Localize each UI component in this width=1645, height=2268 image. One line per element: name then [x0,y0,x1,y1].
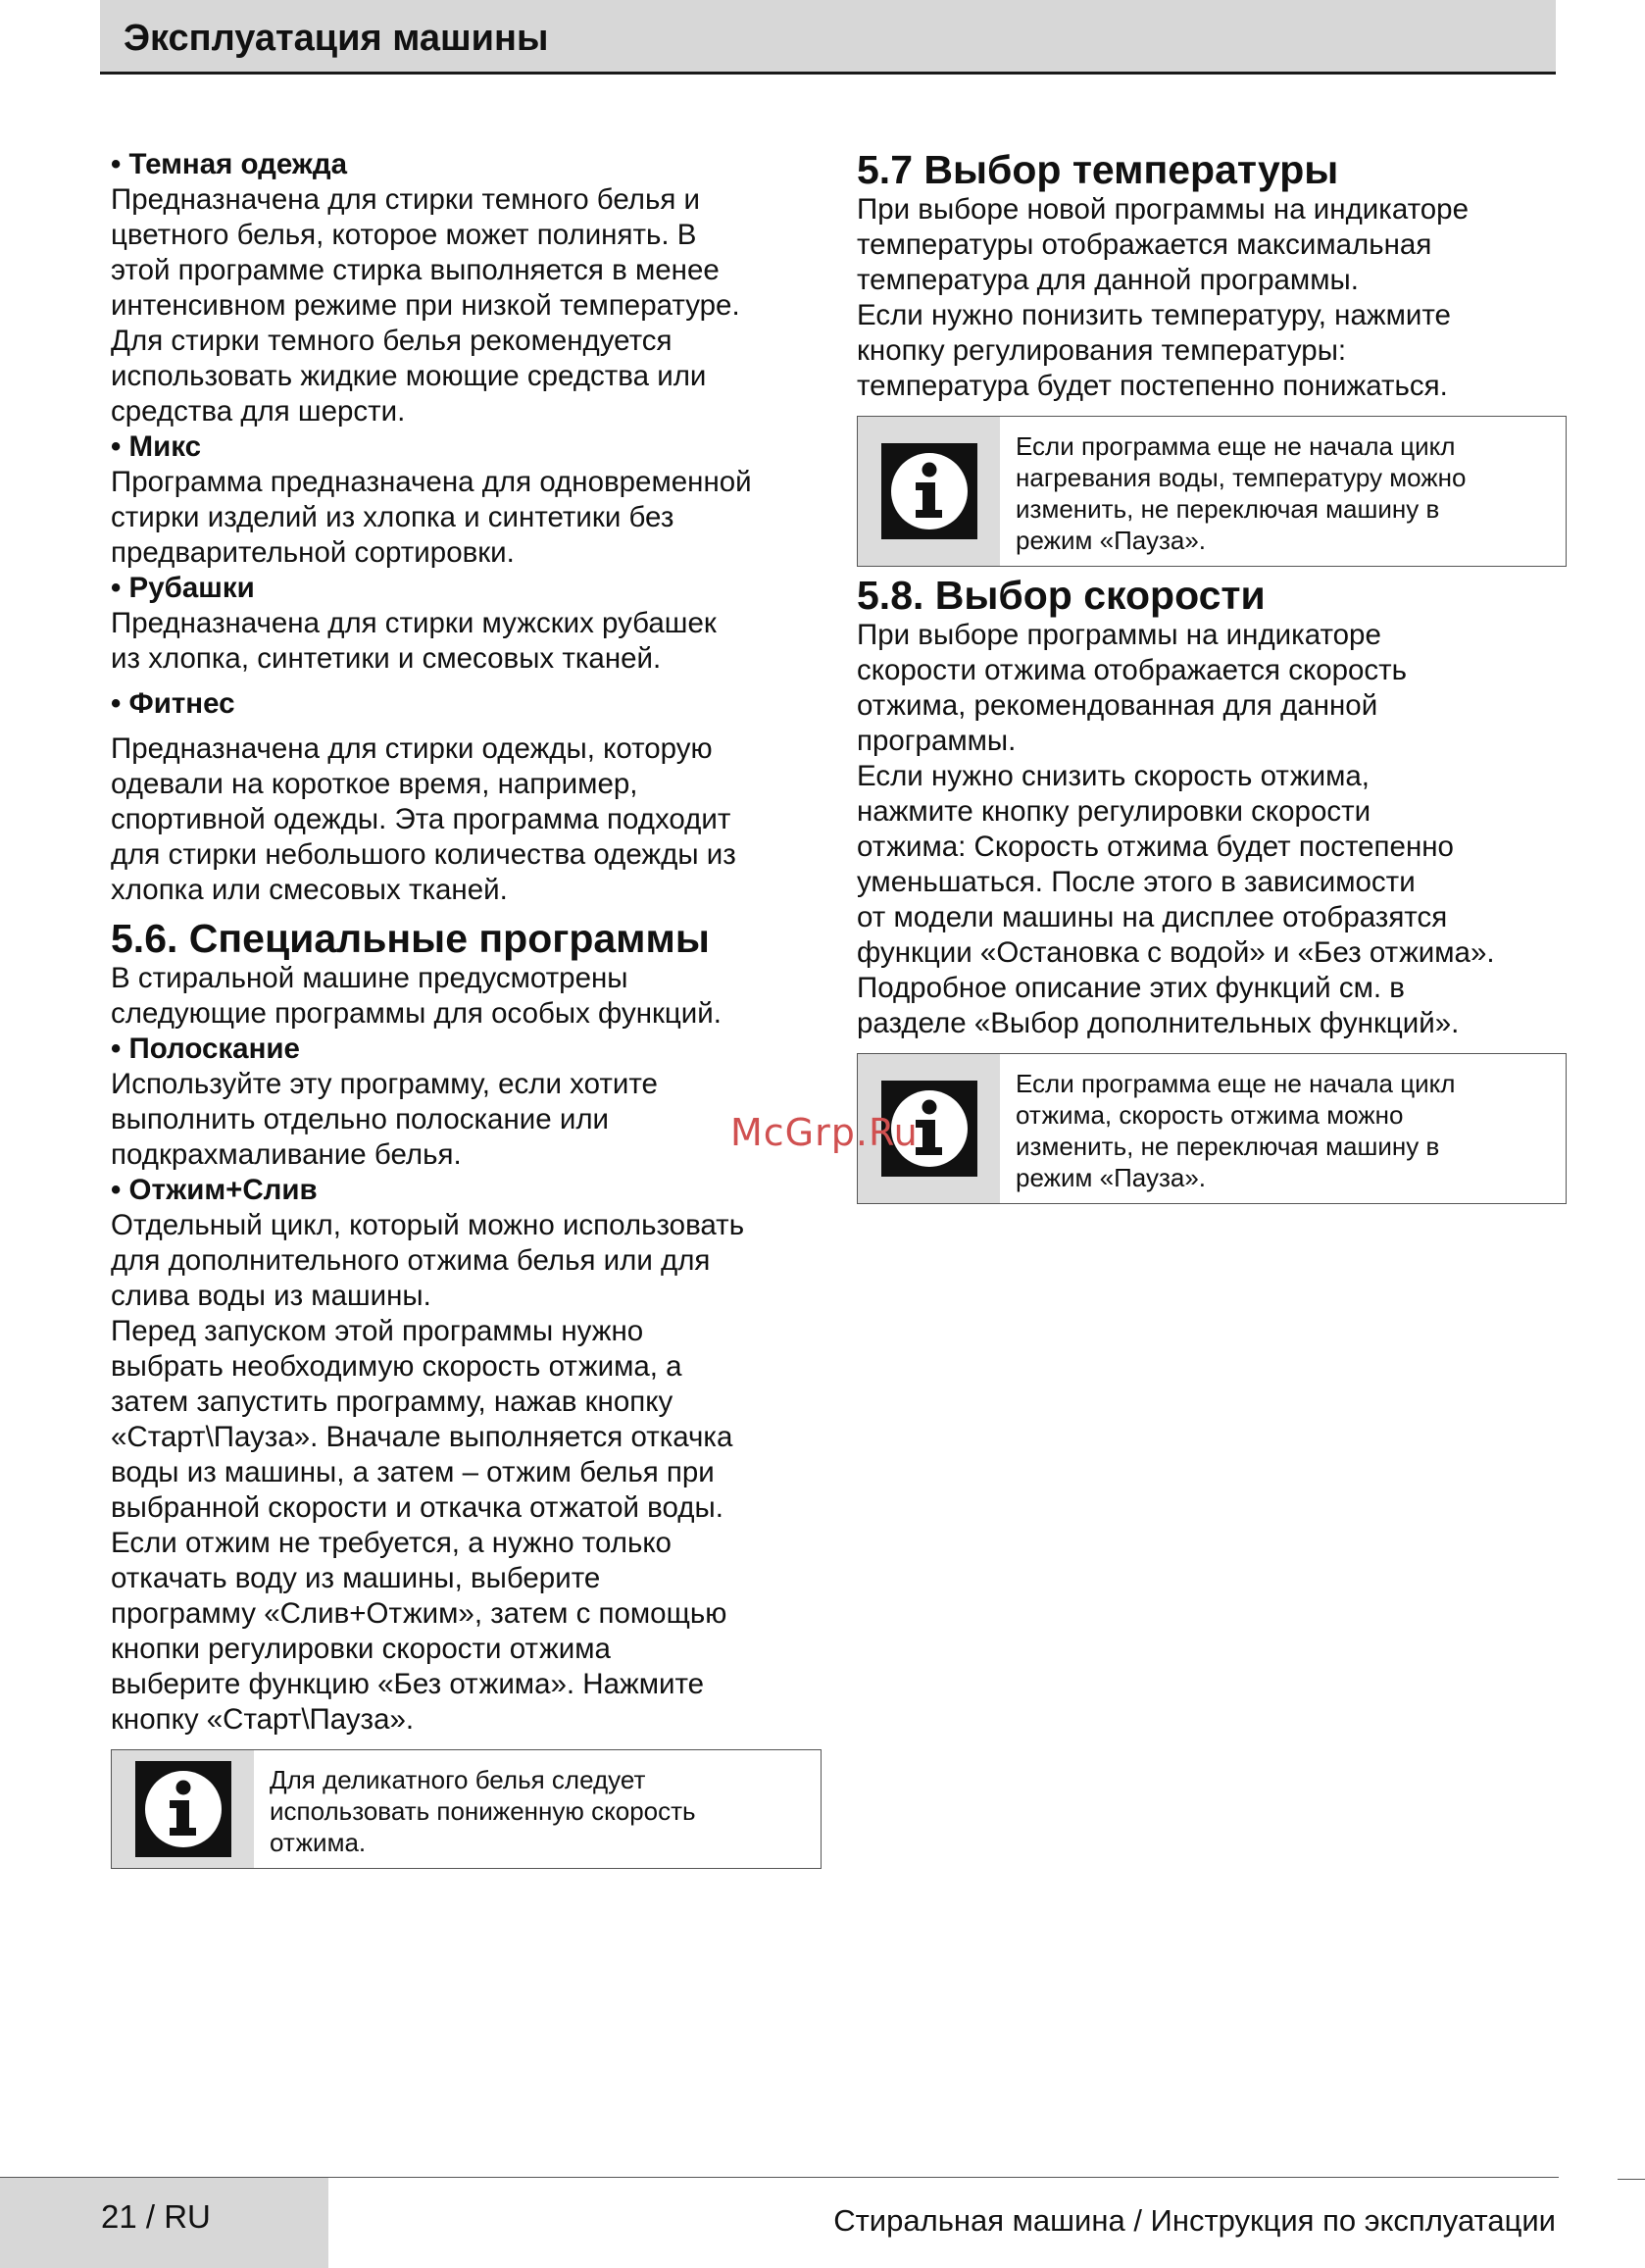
paragraph-line: отжима: Скорость отжима будет постепенно [857,831,1454,863]
paragraph-line: температура для данной программы. [857,264,1359,296]
footer-doc-title: Стиральная машина / Инструкция по эксплуатации [833,2203,1556,2238]
paragraph-line: уменьшаться. После этого в зависимости [857,866,1416,898]
paragraph-line: одевали на короткое время, например, [111,768,638,800]
paragraph-line: функции «Остановка с водой» и «Без отжима». [857,936,1495,969]
section-temperature [857,147,1567,404]
note-line: Если программа еще не начала цикл [1016,431,1456,461]
info-note-speed [857,1053,1567,1204]
paragraph-line: Предназначена для стирки темного белья и [111,183,701,216]
paragraph-line: спортивной одежды. Эта программа подходит [111,803,731,835]
paragraph-line: Подробное описание этих функций см. в [857,972,1405,1004]
info-icon [135,1761,231,1857]
paragraph-line: кнопку регулирования температуры: [857,334,1347,367]
paragraph-line: предварительной сортировки. [111,536,515,569]
paragraph-line: программу «Слив+Отжим», затем с помощью [111,1597,727,1630]
note-line: Если программа еще не начала цикл [1016,1069,1456,1098]
paragraph-line: Предназначена для стирки мужских рубашек [111,607,717,639]
paragraph-line: В стиральной машине предусмотрены [111,962,628,994]
paragraph-line: средства для шерсти. [111,395,406,428]
paragraph-line: цветного белья, которое может полинять. В [111,219,697,251]
section-heading-temperature: 5.7 Выбор температуры [857,147,1339,192]
info-icon [881,443,977,539]
note-line: нагревания воды, температуру можно [1016,463,1467,492]
paragraph-line: стирки изделий из хлопка и синтетики без [111,501,674,533]
section-rinse [111,1032,822,1173]
page-header [100,0,1556,75]
right-column [857,147,1567,1204]
note-line: изменить, не переключая машину в [1016,494,1440,524]
paragraph-line: из хлопка, синтетики и смесовых тканей. [111,642,662,675]
info-note-temperature [857,416,1567,567]
paragraph-line: выбрать необходимую скорость отжима, а [111,1350,682,1383]
section-heading-speed: 5.8. Выбор скорости [857,573,1266,618]
note-line: использовать пониженную скорость [270,1796,696,1826]
paragraph-line: отжима, рекомендованная для данной [857,689,1378,722]
section-fitness [111,686,822,908]
paragraph-line: температуры отображается максимальная [857,228,1432,261]
paragraph-line: Отдельный цикл, который можно использовать [111,1209,745,1241]
paragraph-line: «Старт\Пауза». Вначале выполняется откачка [111,1421,733,1453]
note-line: режим «Пауза». [1016,526,1207,555]
paragraph-line: При выборе программы на индикаторе [857,619,1381,651]
footer-tick [1618,2179,1645,2180]
paragraph-line: Если отжим не требуется, а нужно только [111,1527,672,1559]
left-column [111,147,822,1869]
paragraph-line: Предназначена для стирки одежды, которую [111,732,713,765]
note-line: изменить, не переключая машину в [1016,1132,1440,1161]
section-heading-special: 5.6. Специальные программы [111,916,710,961]
paragraph-line: разделе «Выбор дополнительных функций». [857,1007,1460,1039]
paragraph-line: подкрахмаливание белья. [111,1138,462,1171]
note-line: отжима. [270,1828,367,1857]
section-speed [857,573,1567,1041]
paragraph-line: Программа предназначена для одновременной [111,466,752,498]
paragraph-line: воды из машины, а затем – отжим белья при [111,1456,715,1488]
section-mix [111,429,822,571]
paragraph-line: кнопку «Старт\Пауза». [111,1703,415,1736]
note-line: отжима, скорость отжима можно [1016,1100,1404,1130]
paragraph-line: затем запустить программу, нажав кнопку [111,1386,673,1418]
section-shirts [111,571,822,677]
paragraph-line: для дополнительного отжима белья или для [111,1244,711,1277]
paragraph-line: Для стирки темного белья рекомендуется [111,325,673,357]
info-note-delicate [111,1749,822,1869]
paragraph-line: выберите функцию «Без отжима». Нажмите [111,1668,705,1700]
bullet-heading-fitness: • Фитнес [111,687,235,720]
note-line: Для деликатного белья следует [270,1765,646,1794]
bullet-heading-rinse: • Полоскание [111,1033,300,1065]
section-spin [111,1173,822,1738]
paragraph-line: Перед запуском этой программы нужно [111,1315,644,1347]
paragraph-line: слива воды из машины. [111,1280,431,1312]
paragraph-line: выполнить отдельно полоскание или [111,1103,610,1135]
paragraph-line: скорости отжима отображается скорость [857,654,1408,686]
bullet-heading-mix: • Микс [111,430,202,463]
bullet-heading-shirts: • Рубашки [111,572,255,604]
page-title: Эксплуатация машины [124,18,549,59]
paragraph-line: кнопки регулировки скорости отжима [111,1633,611,1665]
paragraph-line: следующие программы для особых функций. [111,997,722,1030]
paragraph-line: откачать воду из машины, выберите [111,1562,601,1594]
paragraph-line: этой программе стирка выполняется в менее [111,254,720,286]
bullet-heading-spin: • Отжим+Слив [111,1174,318,1206]
note-line: режим «Пауза». [1016,1163,1207,1192]
watermark: McGrp.Ru [730,1111,919,1154]
section-special [111,916,822,1032]
page-number: 21 / RU [101,2198,211,2235]
paragraph-line: выбранной скорости и откачка отжатой воды. [111,1491,723,1524]
paragraph-line: от модели машины на дисплее отобразятся [857,901,1448,933]
paragraph-line: Если нужно снизить скорость отжима, [857,760,1370,792]
paragraph-line: При выборе новой программы на индикаторе [857,193,1469,226]
paragraph-line: температура будет постепенно понижаться. [857,370,1448,402]
paragraph-line: интенсивном режиме при низкой температуре. [111,289,740,322]
paragraph-line: нажмите кнопку регулировки скорости [857,795,1371,828]
paragraph-line: хлопка или смесовых тканей. [111,874,508,906]
paragraph-line: программы. [857,725,1017,757]
paragraph-line: для стирки небольшого количества одежды из [111,838,736,871]
paragraph-line: Используйте эту программу, если хотите [111,1068,658,1100]
paragraph-line: использовать жидкие моющие средства или [111,360,707,392]
section-dark [111,147,822,429]
paragraph-line: Если нужно понизить температуру, нажмите [857,299,1451,331]
bullet-heading-dark: • Темная одежда [111,148,347,180]
